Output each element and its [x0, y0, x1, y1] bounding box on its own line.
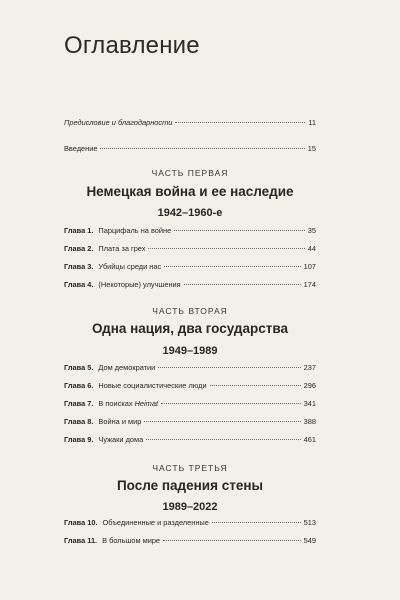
- page-number: 11: [308, 118, 316, 127]
- entry-title: Чужаки дома: [98, 435, 144, 444]
- dot-leader: [100, 148, 304, 149]
- chapter-label: Глава 9.: [64, 435, 94, 444]
- page-number: 35: [307, 226, 316, 235]
- toc-entry-chapter[interactable]: [64, 363, 316, 373]
- chapter-label: Глава 4.: [64, 280, 94, 289]
- entry-title-prefix: В поисках: [98, 399, 135, 408]
- entry-title: Парцифаль на войне: [98, 226, 172, 235]
- chapter-label: Глава 6.: [64, 381, 94, 390]
- page-number: 44: [307, 244, 316, 253]
- part-years: 1942–1960-е: [157, 207, 223, 219]
- entry-title: (Некоторые) улучшения: [98, 280, 181, 289]
- dot-leader: [146, 439, 300, 440]
- entry-title-italic: Heimat: [134, 399, 159, 408]
- part-label: ЧАСТЬ ВТОРАЯ: [152, 306, 228, 316]
- toc-entry-chapter[interactable]: [64, 536, 316, 546]
- page-number: 341: [303, 399, 316, 408]
- page-number: 296: [303, 381, 316, 390]
- page-number: 237: [303, 363, 316, 372]
- part-title: После падения стены: [116, 478, 264, 493]
- page-number: 107: [303, 262, 316, 271]
- entry-title: [98, 399, 158, 409]
- dot-leader: [175, 122, 305, 123]
- dot-leader: [161, 403, 301, 404]
- dot-leader: [163, 540, 301, 541]
- dot-leader: [212, 522, 301, 523]
- toc-entry-chapter[interactable]: [64, 381, 316, 391]
- dot-leader: [148, 248, 304, 249]
- page-number: 513: [303, 518, 316, 527]
- page-number: 388: [303, 417, 316, 426]
- chapter-label: Глава 7.: [64, 399, 94, 408]
- chapter-label: Глава 5.: [64, 363, 94, 372]
- chapter-label: Глава 10.: [64, 518, 98, 527]
- chapter-label: Глава 1.: [64, 226, 94, 235]
- entry-title: Введение: [64, 144, 98, 153]
- chapter-label: Глава 2.: [64, 244, 94, 253]
- toc-entry-chapter[interactable]: [64, 518, 316, 528]
- entry-title: Дом демократии: [98, 363, 156, 372]
- chapter-label: Глава 3.: [64, 262, 94, 271]
- dot-leader: [184, 284, 301, 285]
- toc-entry-chapter[interactable]: [64, 435, 316, 445]
- toc-entry-introduction[interactable]: [64, 144, 316, 154]
- chapter-label: Глава 8.: [64, 417, 94, 426]
- part-title: Немецкая война и ее наследие: [86, 184, 294, 199]
- dot-leader: [144, 421, 300, 422]
- part-label: ЧАСТЬ ПЕРВАЯ: [151, 168, 229, 178]
- dot-leader: [158, 367, 300, 368]
- toc-entry-chapter[interactable]: [64, 226, 316, 236]
- toc-entry-chapter[interactable]: [64, 280, 316, 290]
- page-number: 461: [303, 435, 316, 444]
- part-years: 1949–1989: [162, 345, 218, 357]
- page-number: 549: [303, 536, 316, 545]
- toc-entry-chapter[interactable]: [64, 417, 316, 427]
- entry-title: Новые социалистические люди: [98, 381, 207, 390]
- page-number: 174: [303, 280, 316, 289]
- entry-title: Предисловие и благодарности: [64, 118, 173, 127]
- entry-title: В большом мире: [102, 536, 161, 545]
- entry-title: Плата за грех: [98, 244, 146, 253]
- dot-leader: [210, 385, 301, 386]
- page-number: 15: [307, 144, 316, 153]
- toc-entry-chapter[interactable]: [64, 399, 316, 409]
- toc-heading: Оглавление: [64, 32, 200, 59]
- toc-entry-preface[interactable]: [64, 118, 316, 128]
- part-label: ЧАСТЬ ТРЕТЬЯ: [152, 463, 228, 473]
- dot-leader: [174, 230, 305, 231]
- part-title: Одна нация, два государства: [91, 321, 288, 336]
- chapter-label: Глава 11.: [64, 536, 98, 545]
- part-years: 1989–2022: [162, 501, 218, 513]
- toc-entry-chapter[interactable]: [64, 244, 316, 254]
- toc-entry-chapter[interactable]: [64, 262, 316, 272]
- entry-title: Убийцы среди нас: [98, 262, 162, 271]
- dot-leader: [164, 266, 300, 267]
- entry-title: Война и мир: [98, 417, 142, 426]
- entry-title: Объединенные и разделенные: [102, 518, 209, 527]
